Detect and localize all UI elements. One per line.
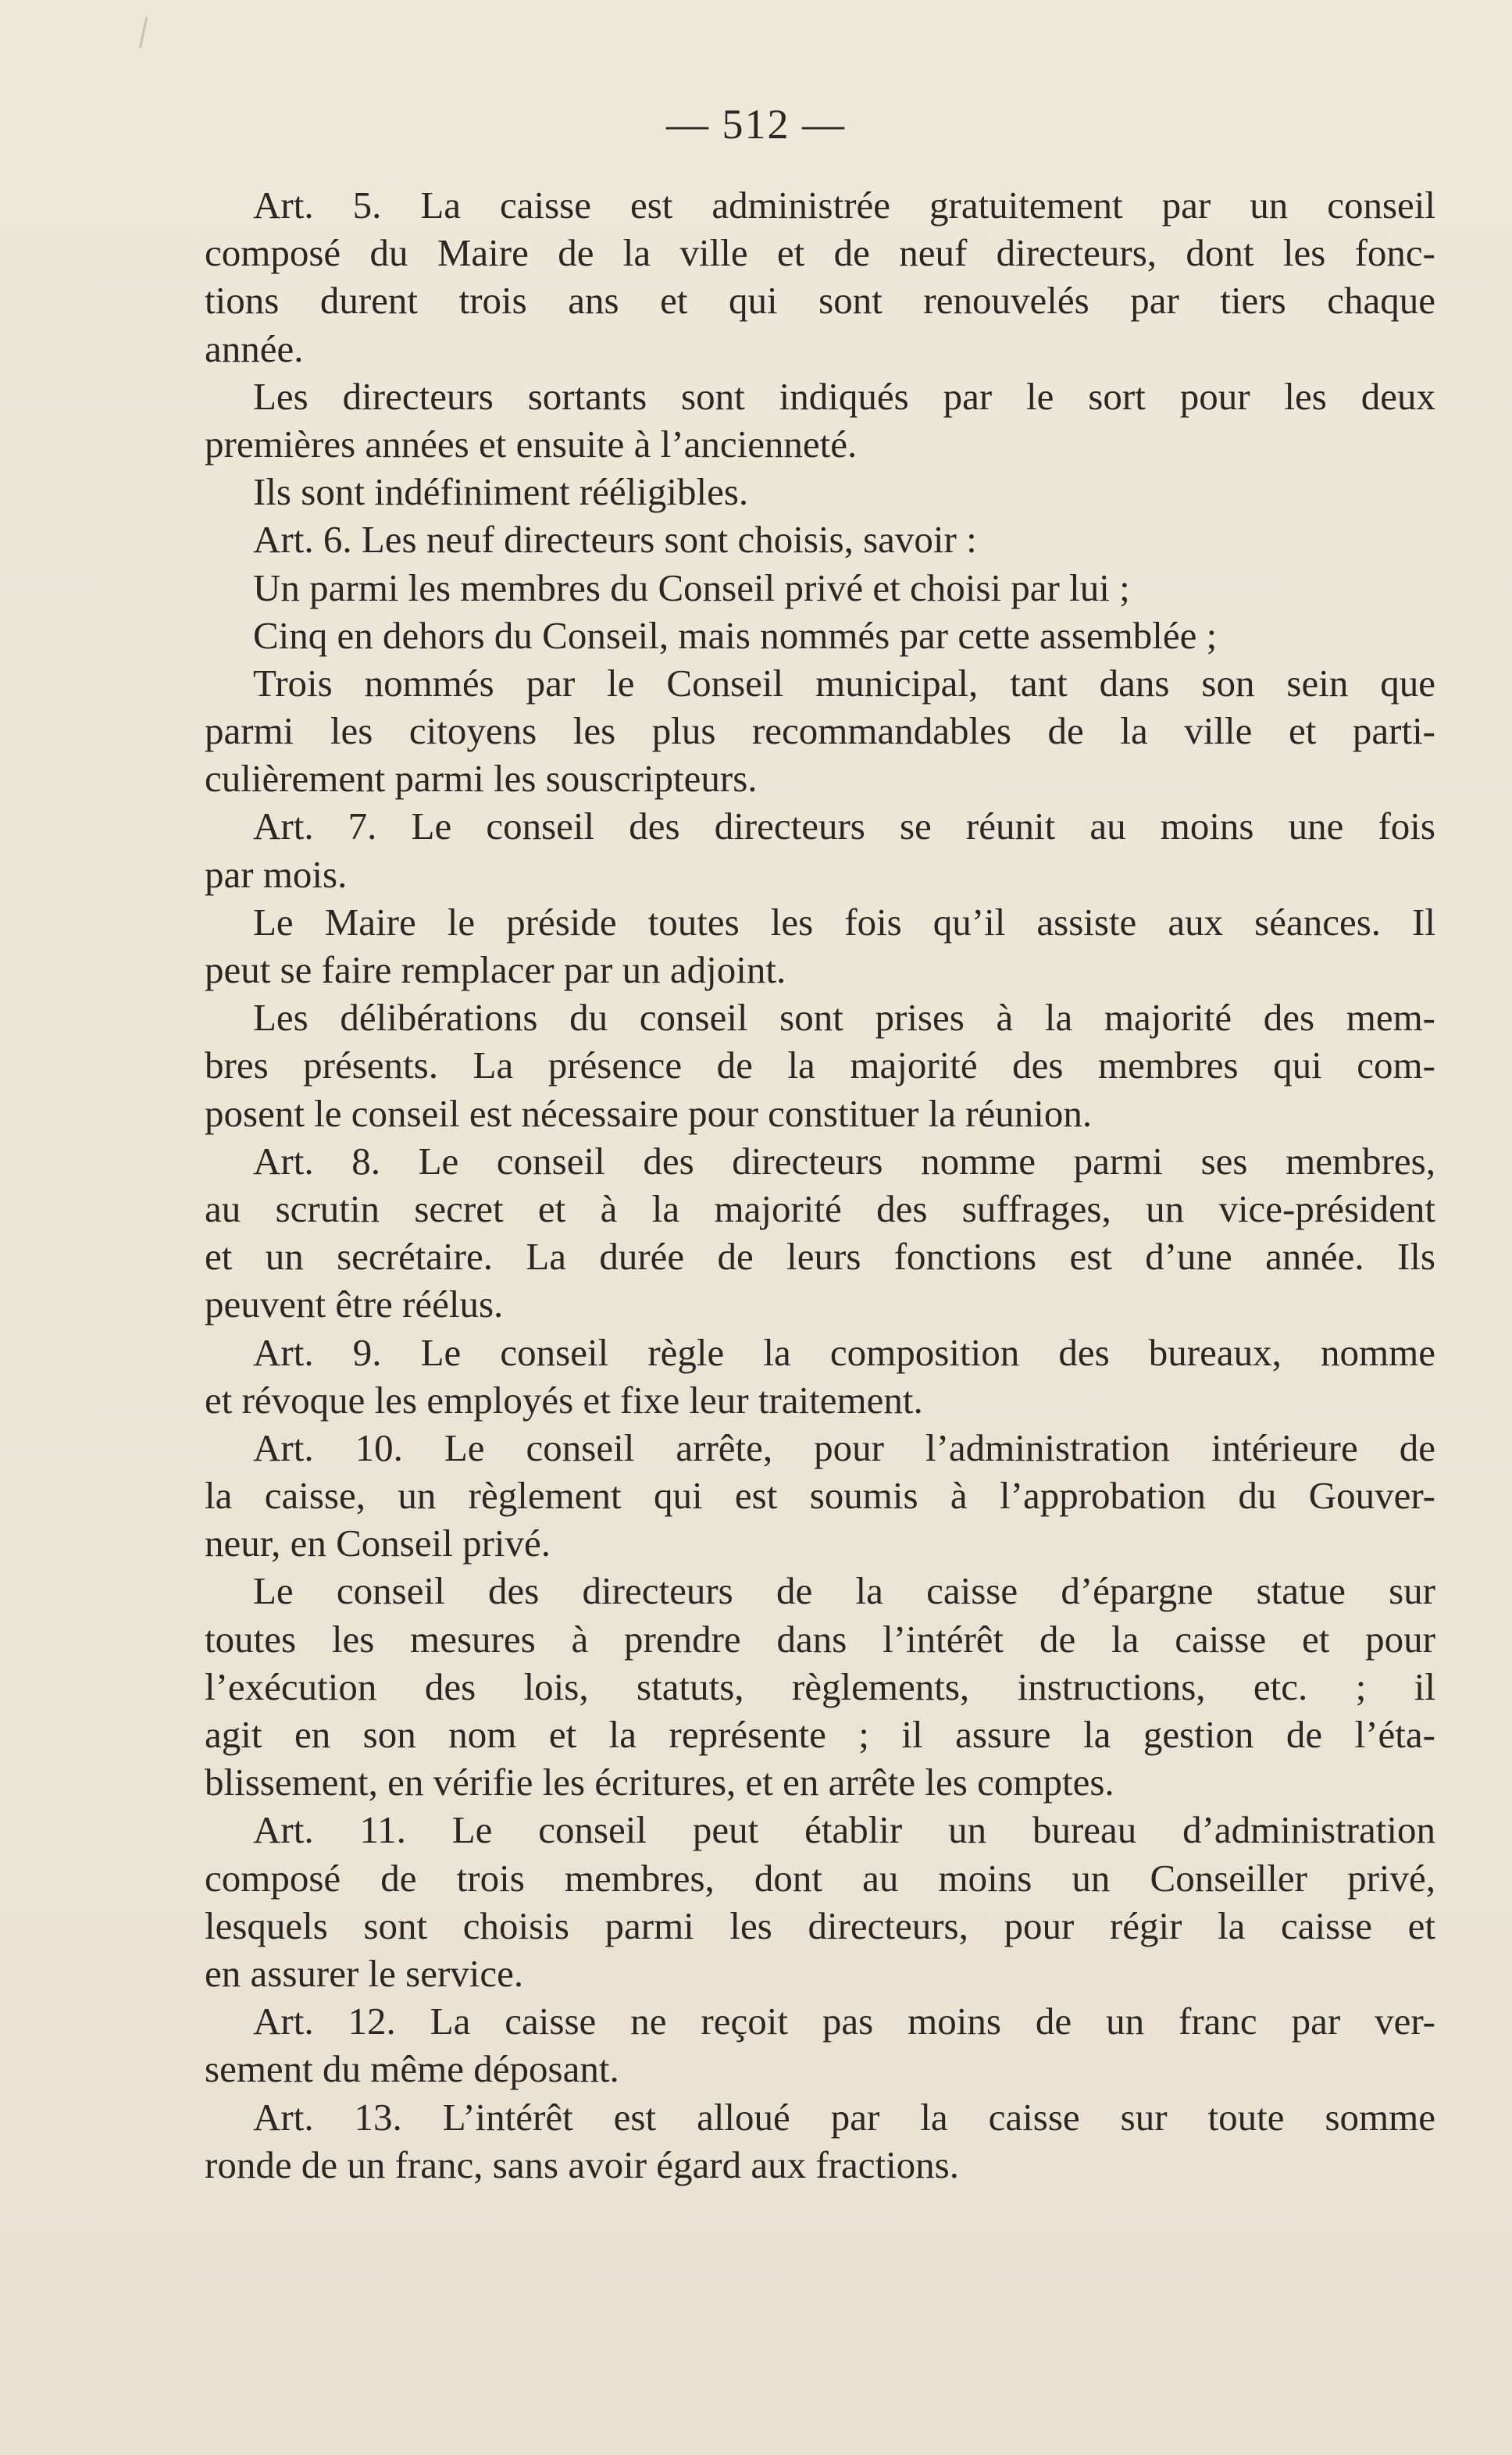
text-line: Le conseil des directeurs de la caisse d’épargne statue sur	[253, 1569, 1435, 1613]
text-line: par mois.	[205, 852, 348, 896]
body-text	[205, 181, 1435, 2189]
text-line: année.	[205, 327, 304, 370]
page-number: — 512 —	[666, 101, 846, 148]
text-line: sement du même déposant.	[205, 2047, 619, 2091]
text-line: peut se faire remplacer par un adjoint.	[205, 948, 786, 991]
text-line: Art. 11. Le conseil peut établir un bureau d’administration	[253, 1808, 1435, 1852]
text-line: neur, en Conseil privé.	[205, 1522, 551, 1565]
text-line: toutes les mesures à prendre dans l’intérêt de la caisse et pour	[205, 1617, 1435, 1661]
text-line: Un parmi les membres du Conseil privé et choisi par lui ;	[253, 566, 1130, 609]
text-line: culièrement parmi les souscripteurs.	[205, 757, 758, 801]
text-line: ronde de un franc, sans avoir égard aux fractions.	[205, 2143, 960, 2186]
text-line: et révoque les employés et fixe leur traitement.	[205, 1378, 923, 1422]
text-line: blissement, en vérifie les écritures, et en arrête les comptes.	[205, 1761, 1114, 1804]
text-line: au scrutin secret et à la majorité des suffrages, un vice-président	[205, 1186, 1435, 1230]
text-line: peuvent être réélus.	[205, 1283, 504, 1326]
text-line: Ils sont indéfiniment rééligibles.	[253, 470, 749, 514]
text-line: Art. 7. Le conseil des directeurs se réunit au moins une fois	[253, 805, 1435, 848]
text-line: Art. 12. La caisse ne reçoit pas moins de un franc par ver-	[253, 2000, 1435, 2043]
text-line: premières années et ensuite à l’ancienneté.	[205, 422, 858, 466]
text-line: bres présents. La présence de la majorité des membres qui com-	[205, 1044, 1435, 1087]
text-line: posent le conseil est nécessaire pour constituer la réunion.	[205, 1091, 1093, 1135]
text-line: composé du Maire de la ville et de neuf directeurs, dont les fonc-	[205, 231, 1435, 275]
text-line: Art. 13. L’intérêt est alloué par la caisse sur toute somme	[253, 2095, 1435, 2139]
text-line: en assurer le service.	[205, 1951, 524, 1995]
text-line: Art. 8. Le conseil des directeurs nomme parmi ses membres,	[253, 1139, 1435, 1183]
text-line: Art. 6. Les neuf directeurs sont choisis, savoir :	[253, 518, 977, 562]
pencil-mark	[139, 17, 148, 48]
text-line: agit en son nom et la représente ; il assure la gestion de l’éta-	[205, 1713, 1435, 1756]
text-line: Cinq en dehors du Conseil, mais nommés par cette assemblée ;	[253, 613, 1218, 657]
text-line: parmi les citoyens les plus recommandables de la ville et parti-	[205, 709, 1435, 753]
text-line: Le Maire le préside toutes les fois qu’il assiste aux séances. Il	[253, 900, 1435, 944]
text-line: la caisse, un règlement qui est soumis à l’approbation du Gouver-	[205, 1474, 1435, 1518]
text-line: et un secrétaire. La durée de leurs fonctions est d’une année. Ils	[205, 1235, 1435, 1279]
text-line: Les délibérations du conseil sont prises à la majorité des mem-	[253, 996, 1435, 1040]
text-line: Art. 9. Le conseil règle la composition des bureaux, nomme	[253, 1330, 1435, 1374]
text-line: composé de trois membres, dont au moins un Conseiller privé,	[205, 1856, 1435, 1900]
text-line: tions durent trois ans et qui sont renouvelés par tiers chaque	[205, 279, 1435, 323]
text-line: Art. 10. Le conseil arrête, pour l’administration intérieure de	[253, 1426, 1435, 1469]
text-line: lesquels sont choisis parmi les directeurs, pour régir la caisse et	[205, 1904, 1435, 1947]
text-line: Les directeurs sortants sont indiqués par le sort pour les deux	[253, 374, 1435, 418]
text-line: Art. 5. La caisse est administrée gratuitement par un conseil	[253, 184, 1435, 227]
text-line: l’exécution des lois, statuts, règlements, instructions, etc. ; il	[205, 1665, 1435, 1708]
text-line: Trois nommés par le Conseil municipal, tant dans son sein que	[253, 661, 1435, 705]
